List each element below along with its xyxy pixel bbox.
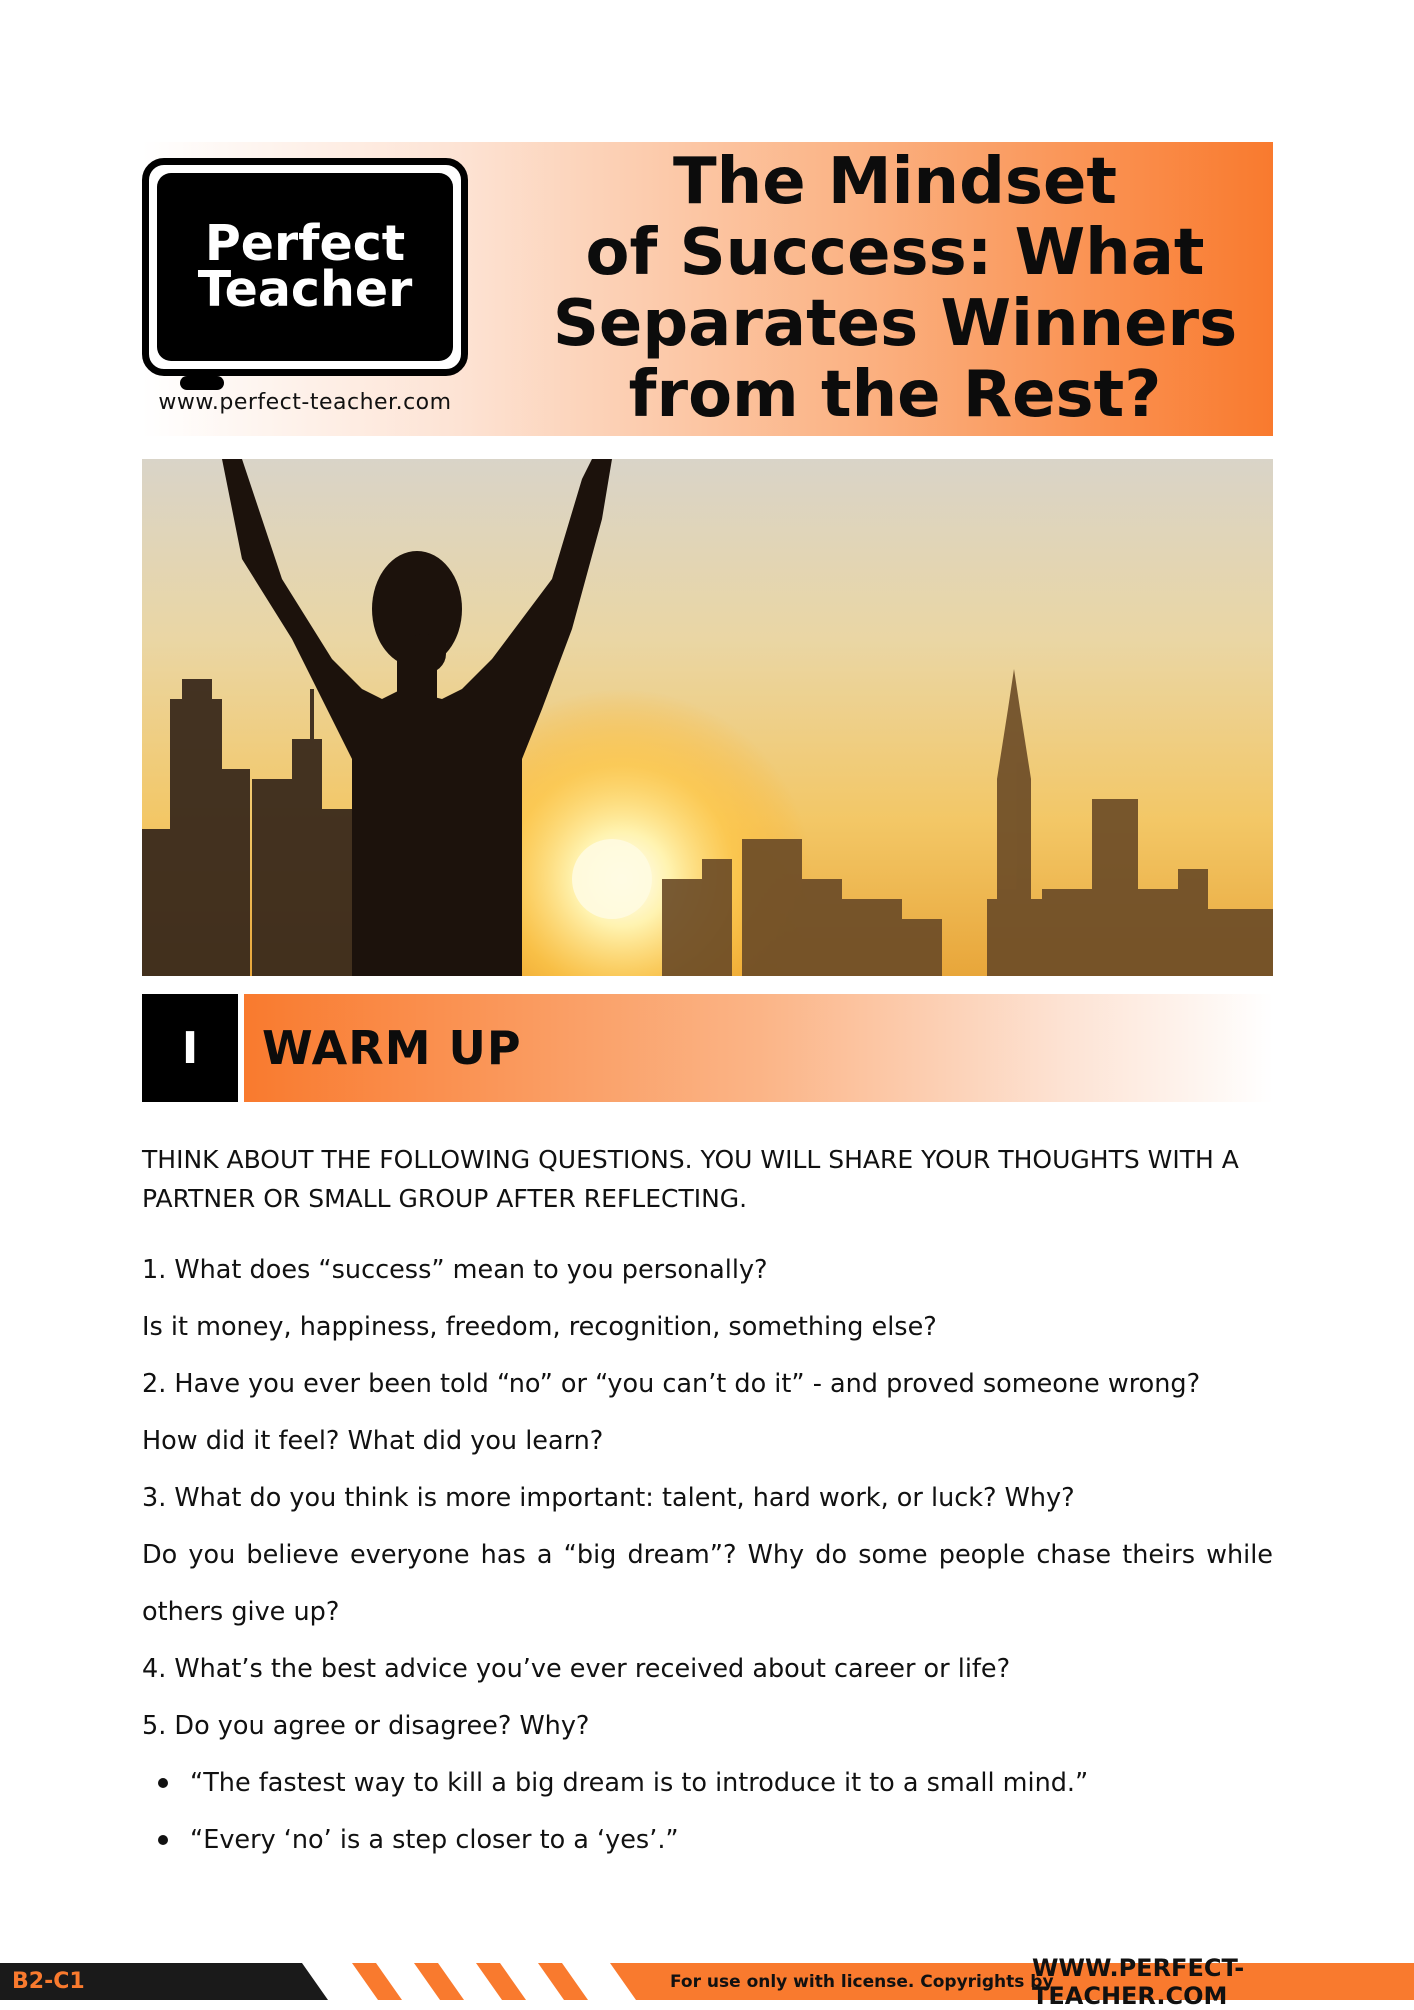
hero-illustration bbox=[142, 459, 1273, 976]
logo bbox=[142, 158, 468, 376]
bullet-dot bbox=[158, 1835, 168, 1845]
footer-level-badge: B2-C1 bbox=[12, 1969, 85, 1994]
logo-url: www.perfect-teacher.com bbox=[158, 390, 452, 415]
logo-line-2: Teacher bbox=[197, 261, 413, 318]
logo-stand bbox=[180, 376, 224, 390]
question-1: 1. What does “success” mean to you personally? bbox=[142, 1255, 768, 1285]
question-3-followup: Do you believe everyone has a “big dream”? Why do some people chase theirs while bbox=[142, 1540, 1273, 1570]
title-line-3: Separates Winners bbox=[552, 287, 1238, 361]
logo-screen bbox=[157, 173, 453, 361]
footer-license: For use only with license. Copyrights by bbox=[670, 1971, 1054, 1992]
footer-site-link[interactable]: WWW.PERFECT-TEACHER.COM bbox=[1032, 1953, 1245, 2010]
title-line-1: The Mindset bbox=[673, 145, 1117, 219]
quote-2: “Every ‘no’ is a step closer to a ‘yes’.” bbox=[190, 1825, 679, 1855]
logo-line-1: Perfect bbox=[204, 215, 406, 272]
question-1-followup: Is it money, happiness, freedom, recognition, something else? bbox=[142, 1312, 937, 1342]
question-5: 5. Do you agree or disagree? Why? bbox=[142, 1711, 590, 1741]
instructions-text: THINK ABOUT THE FOLLOWING QUESTIONS. YOU WILL SHARE YOUR THOUGHTS WITH A PARTNER OR SMALL GROUP AFTER REFLECTING. bbox=[142, 1145, 1239, 1213]
question-3: 3. What do you think is more important: talent, hard work, or luck? Why? bbox=[142, 1483, 1075, 1513]
question-2-followup: How did it feel? What did you learn? bbox=[142, 1426, 604, 1456]
title-line-4: from the Rest? bbox=[628, 358, 1162, 432]
question-2: 2. Have you ever been told “no” or “you can’t do it” - and proved someone wrong? bbox=[142, 1369, 1201, 1399]
title-line-2: of Success: What bbox=[585, 216, 1205, 290]
bullet-dot bbox=[158, 1778, 168, 1788]
quote-1: “The fastest way to kill a big dream is to introduce it to a small mind.” bbox=[190, 1768, 1089, 1798]
page-title bbox=[530, 142, 1260, 436]
section-title: WARM UP bbox=[262, 1021, 522, 1075]
question-3-followup-cont: others give up? bbox=[142, 1597, 340, 1627]
question-4: 4. What’s the best advice you’ve ever received about career or life? bbox=[142, 1654, 1011, 1684]
hero-image bbox=[142, 459, 1273, 976]
section-number: I bbox=[142, 994, 238, 1102]
